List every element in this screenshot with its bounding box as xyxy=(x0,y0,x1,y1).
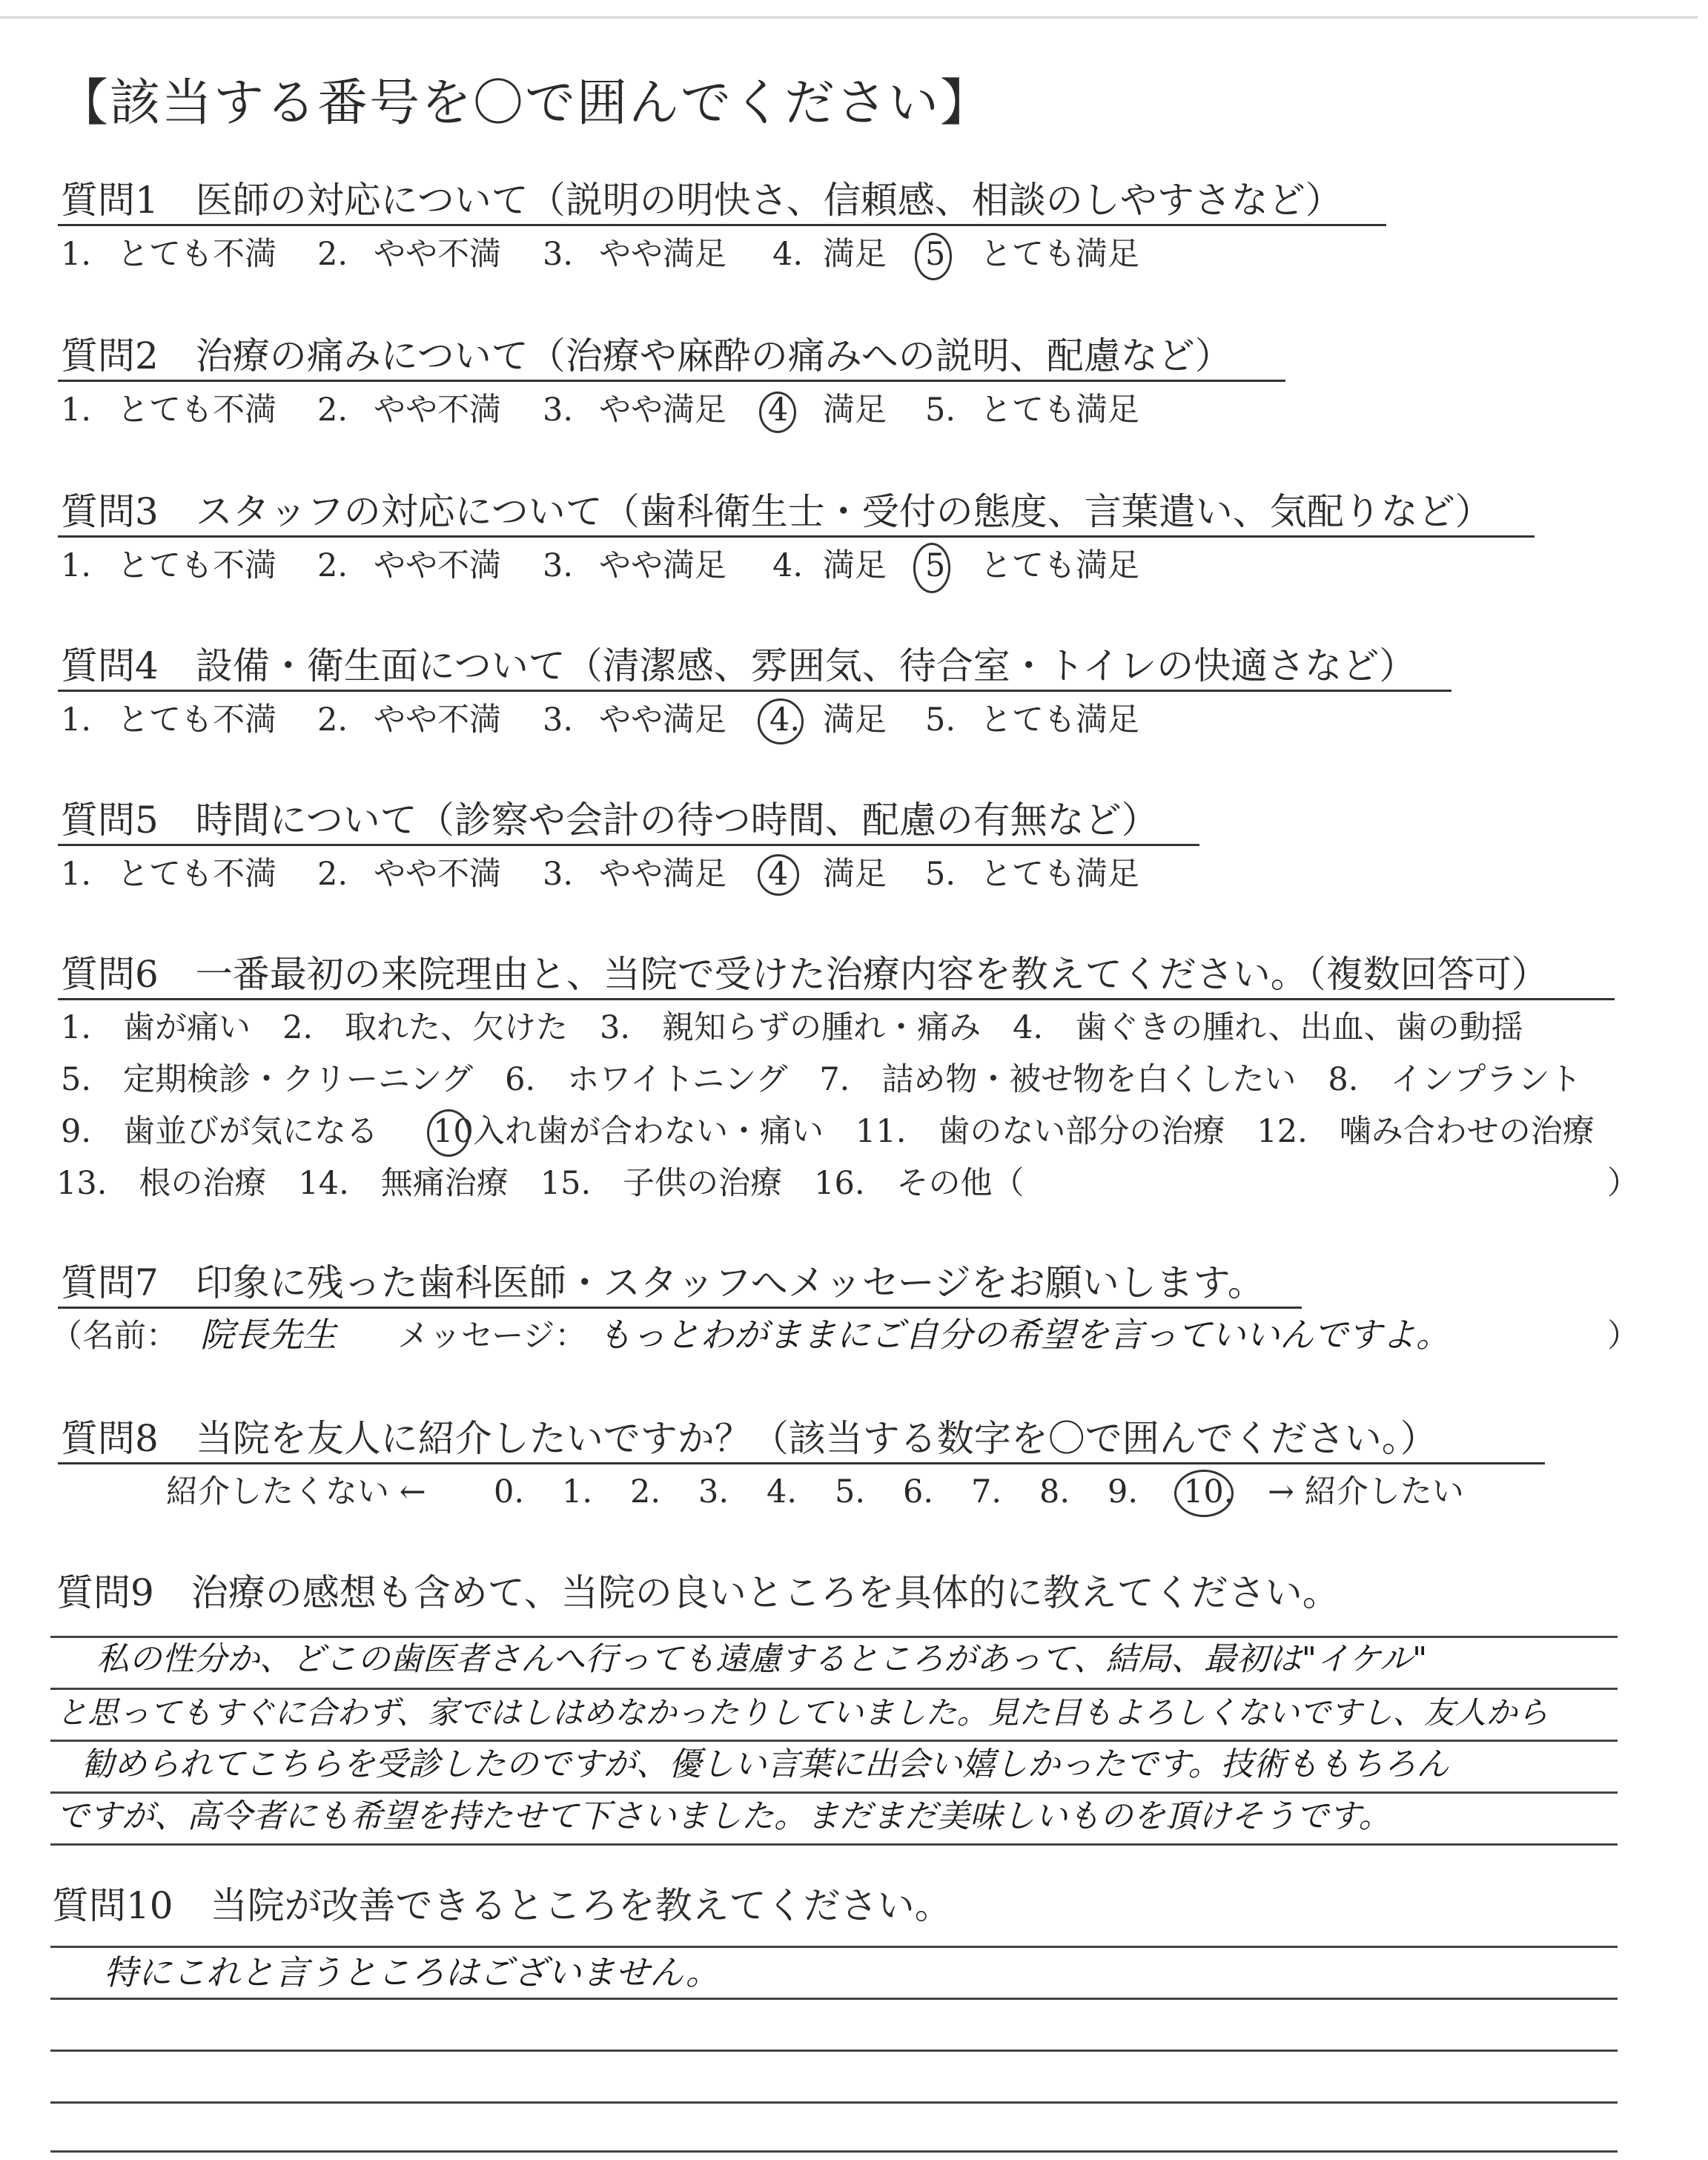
opt-2-num[interactable]: 2. xyxy=(317,856,348,893)
scale-1[interactable]: 1. xyxy=(562,1473,593,1510)
question-1-title: 質問1 医師の対応について（説明の明快さ、信頼感、相談のしやすさなど） xyxy=(61,179,1343,222)
opt-3-num[interactable]: 3. xyxy=(543,392,574,429)
answer-circle-q4 xyxy=(758,698,804,744)
opt-1-num[interactable]: 1. xyxy=(61,392,92,429)
opt-4-label: 満足 xyxy=(823,392,887,429)
opt-1-label: とても不満 xyxy=(117,236,277,273)
question-6-title: 質問6 一番最初の来院理由と、当院で受けた治療内容を教えてください。（複数回答可） xyxy=(61,953,1549,996)
scale-3[interactable]: 3. xyxy=(698,1473,729,1510)
question-6-row-2: 5. 定期検診・クリーニング 6. ホワイトニング 7. 詰め物・被せ物を白くしたい 8. インプラント xyxy=(61,1061,1582,1098)
question-5-title: 質問5 時間について（診察や会計の待つ時間、配慮の有無など） xyxy=(61,799,1159,842)
opt-4-num[interactable]: 4. xyxy=(772,547,804,584)
question-6-underline xyxy=(58,998,1615,1000)
top-border xyxy=(0,16,1698,19)
opt-1-num[interactable]: 1. xyxy=(61,701,92,739)
message-label: メッセージ： xyxy=(397,1318,587,1355)
opt-2-num[interactable]: 2. xyxy=(317,547,348,584)
opt-4-num[interactable]: 4 xyxy=(768,392,789,429)
question-2-title: 質問2 治療の痛みについて（治療や麻酔の痛みへの説明、配慮など） xyxy=(61,334,1232,377)
answer-rule xyxy=(50,2050,1618,2052)
answer-circle-q2 xyxy=(759,392,796,433)
question-8-title: 質問8 当院を友人に紹介したいですか？（該当する数字を〇で囲んでください。） xyxy=(61,1417,1437,1460)
opt-1-label: とても不満 xyxy=(117,547,277,584)
answer-circle-q1 xyxy=(915,233,952,280)
opt-3-label: やや満足 xyxy=(599,236,726,273)
question-6-row-3b: 入れ歯が合わない・痛い 11. 歯のない部分の治療 12. 噛み合わせの治療 xyxy=(473,1113,1595,1150)
page-heading: 【該当する番号を〇で囲んでください】 xyxy=(58,74,993,133)
question-7-title: 質問7 印象に残った歯科医師・スタッフへメッセージをお願いします。 xyxy=(61,1261,1265,1304)
opt-4-num[interactable]: 4. xyxy=(772,236,804,273)
q10-answer-line-1[interactable]: 特にこれと言うところはございません。 xyxy=(104,1952,720,1992)
opt-4-label: 満足 xyxy=(823,236,887,273)
scale-10[interactable]: 10. xyxy=(1183,1473,1234,1510)
opt-5-num[interactable]: 5 xyxy=(925,236,946,273)
question-6-circled-option[interactable]: 10 xyxy=(433,1113,474,1150)
opt-4-num[interactable]: 4. xyxy=(769,701,801,739)
answer-circle-q8 xyxy=(1174,1470,1234,1517)
question-4-underline xyxy=(58,690,1452,692)
opt-5-label: とても満足 xyxy=(980,856,1139,893)
scale-9[interactable]: 9. xyxy=(1108,1473,1139,1510)
question-6-close-paren: ） xyxy=(1607,1165,1639,1202)
answer-circle-q6 xyxy=(427,1109,470,1157)
opt-2-label: やや不満 xyxy=(374,547,501,584)
scale-7[interactable]: 7. xyxy=(971,1473,1002,1510)
question-3-underline xyxy=(58,535,1535,538)
answer-rule xyxy=(50,1688,1618,1690)
message-value[interactable]: もっとわがままにご自分の希望を言っていいんですよ。 xyxy=(598,1315,1450,1355)
opt-1-label: とても不満 xyxy=(117,392,277,429)
opt-3-label: やや満足 xyxy=(599,701,726,739)
answer-rule xyxy=(50,2150,1618,2153)
question-1-underline xyxy=(58,224,1386,226)
question-6-row-3a: 9. 歯並びが気になる xyxy=(61,1113,379,1150)
scale-6[interactable]: 6. xyxy=(903,1473,934,1510)
question-2-underline xyxy=(58,380,1285,382)
question-10-title: 質問10 当院が改善できるところを教えてください。 xyxy=(52,1884,952,1927)
question-5-underline xyxy=(58,844,1199,846)
q9-answer-line-4[interactable]: ですが、高令者にも希望を持たせて下さいました。まだまだ美味しいものを頂けそうです。 xyxy=(56,1797,1391,1835)
opt-2-num[interactable]: 2. xyxy=(317,236,348,273)
scale-4[interactable]: 4. xyxy=(767,1473,798,1510)
opt-3-num[interactable]: 3. xyxy=(543,856,574,893)
q9-answer-line-2[interactable]: と思ってもすぐに合わず、家ではしはめなかったりしていました。見た目もよろしくないですし、友人から xyxy=(56,1694,1549,1731)
question-4-title: 質問4 設備・衛生面について（清潔感、雰囲気、待合室・トイレの快適さなど） xyxy=(61,644,1417,687)
name-label: （名前： xyxy=(50,1318,178,1355)
opt-2-label: やや不満 xyxy=(374,701,501,739)
opt-2-num[interactable]: 2. xyxy=(317,392,348,429)
question-6-row-4: 13. 根の治療 14. 無痛治療 15. 子供の治療 16. その他（ xyxy=(56,1165,1025,1202)
opt-5-label: とても満足 xyxy=(980,236,1139,273)
opt-3-label: やや満足 xyxy=(599,392,726,429)
opt-3-num[interactable]: 3. xyxy=(543,701,574,739)
opt-3-label: やや満足 xyxy=(599,856,726,893)
opt-3-num[interactable]: 3. xyxy=(543,547,574,584)
name-value[interactable]: 院長先生 xyxy=(200,1315,337,1355)
opt-2-num[interactable]: 2. xyxy=(317,701,348,739)
scale-left-label: 紹介したくない ← xyxy=(166,1473,426,1510)
answer-circle-q3 xyxy=(913,543,950,593)
opt-1-num[interactable]: 1. xyxy=(61,547,92,584)
opt-5-label: とても満足 xyxy=(980,701,1139,739)
opt-2-label: やや不満 xyxy=(374,856,501,893)
q9-answer-line-1[interactable]: 私の性分か、どこの歯医者さんへ行っても遠慮するところがあって、結局、最初は"イケル" xyxy=(96,1640,1428,1678)
opt-2-label: やや不満 xyxy=(374,236,501,273)
opt-4-num[interactable]: 4 xyxy=(768,856,789,893)
opt-4-label: 満足 xyxy=(823,856,887,893)
opt-4-label: 満足 xyxy=(823,547,887,584)
q9-answer-line-3[interactable]: 勧められてこちらを受診したのですが、優しい言葉に出会い嬉しかったです。技術ももちろん xyxy=(82,1745,1449,1783)
scale-right-label: → 紹介したい xyxy=(1268,1473,1464,1510)
opt-5-label: とても満足 xyxy=(980,547,1139,584)
answer-rule xyxy=(50,1740,1618,1742)
scale-0[interactable]: 0. xyxy=(494,1473,525,1510)
opt-5-num[interactable]: 5. xyxy=(925,392,956,429)
question-3-title: 質問3 スタッフの対応について（歯科衛生士・受付の態度、言葉遣い、気配りなど） xyxy=(61,490,1492,533)
opt-3-label: やや満足 xyxy=(599,547,726,584)
answer-circle-q5 xyxy=(758,854,799,896)
answer-rule xyxy=(50,1946,1618,1948)
opt-1-label: とても不満 xyxy=(117,701,277,739)
answer-rule xyxy=(50,1791,1618,1794)
scale-5[interactable]: 5. xyxy=(835,1473,866,1510)
scale-2[interactable]: 2. xyxy=(630,1473,661,1510)
answer-rule xyxy=(50,2101,1618,2104)
opt-1-num[interactable]: 1. xyxy=(61,236,92,273)
opt-5-num[interactable]: 5. xyxy=(925,856,956,893)
answer-rule xyxy=(50,1998,1618,2000)
question-7-underline xyxy=(58,1307,1302,1309)
message-close-paren: ） xyxy=(1607,1318,1639,1355)
question-6-row-1: 1. 歯が痛い 2. 取れた、欠けた 3. 親知らずの腫れ・痛み 4. 歯ぐきの腫れ、出血、歯の動揺 xyxy=(61,1009,1523,1046)
scale-8[interactable]: 8. xyxy=(1039,1473,1070,1510)
answer-rule xyxy=(50,1843,1618,1846)
opt-5-num[interactable]: 5 xyxy=(925,547,946,584)
answer-rule xyxy=(50,1636,1618,1638)
opt-4-label: 満足 xyxy=(823,701,887,739)
question-8-underline xyxy=(58,1462,1545,1464)
question-9-title: 質問9 治療の感想も含めて、当院の良いところを具体的に教えてください。 xyxy=(56,1571,1340,1614)
opt-2-label: やや不満 xyxy=(374,392,501,429)
opt-1-num[interactable]: 1. xyxy=(61,856,92,893)
opt-5-label: とても満足 xyxy=(980,392,1139,429)
opt-3-num[interactable]: 3. xyxy=(543,236,574,273)
opt-5-num[interactable]: 5. xyxy=(925,701,956,739)
opt-1-label: とても不満 xyxy=(117,856,277,893)
